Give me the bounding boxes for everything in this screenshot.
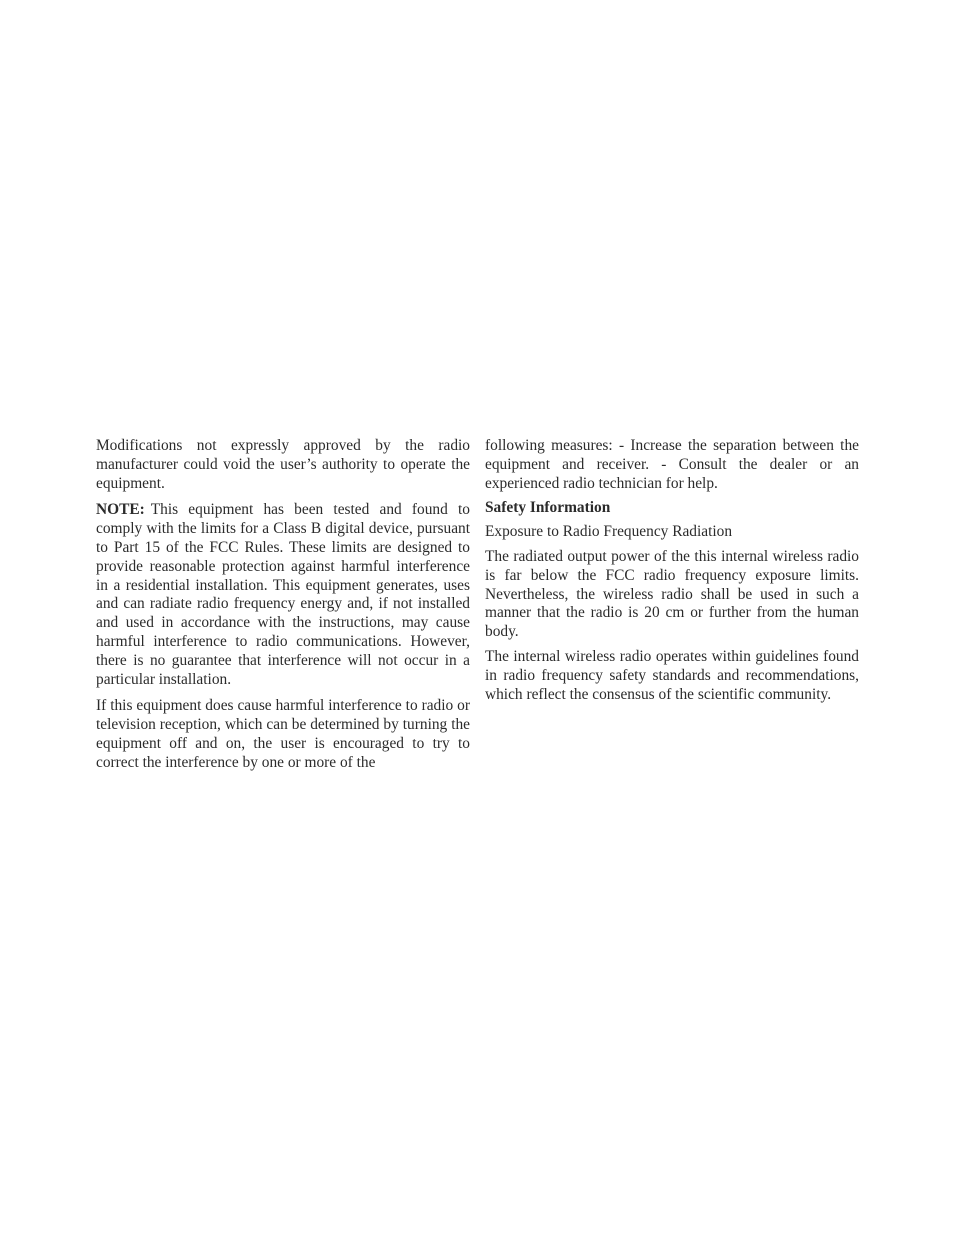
output-power-paragraph: The radiated output power of the this internal wireless radio is far below the FCC radio frequency exposure limits. Nevertheless, the wireless radio shall be used in such a manner that the radio is 20 cm or further from the human body. [485,547,859,641]
note-text: This equipment has been tested and found to comply with the limits for a Class B digital device, pursuant to Part 15 of the FCC Rules. These limits are designed to provide reasonable protection against harmful interference in a residential installation. This equipment generates, uses and can radiate radio frequency energy and, if not installed and used in accordance with the instructions, may cause harmful interference to radio communications. However, there is no guarantee that interference will not occur in a particular installation. [96,501,470,688]
guidelines-paragraph: The internal wireless radio operates within guidelines found in radio frequency safety standards and recommendations, which reflect the consensus of the scientific community. [485,647,859,703]
interference-paragraph: If this equipment does cause harmful interference to radio or television reception, which can be determined by turning the equipment off and on, the user is encouraged to try to correct the interference by one or more of the [96,697,470,771]
measures-paragraph: following measures: - Increase the separation between the equipment and receiver. - Consult the dealer or an experienced radio technician for help. [485,437,859,492]
exposure-subheading: Exposure to Radio Frequency Radiation [485,523,733,541]
left-column [96,437,470,781]
right-column [485,437,859,710]
safety-information-heading: Safety Information [485,499,611,517]
note-label: NOTE: [96,501,145,519]
modifications-paragraph: Modifications not expressly approved by the radio manufacturer could void the user’s authority to operate the equipment. [96,437,470,492]
note-paragraph [96,501,470,689]
